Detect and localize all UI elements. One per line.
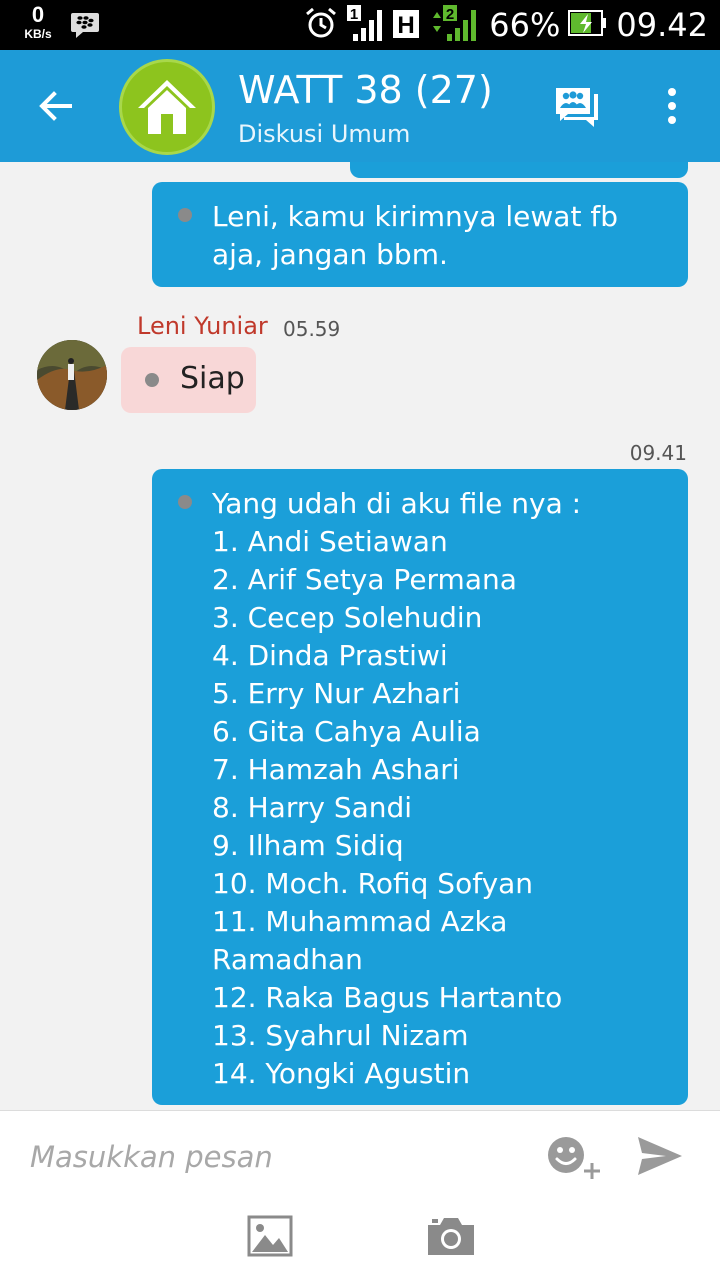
group-title[interactable]: WATT 38 (27) xyxy=(238,68,493,112)
group-avatar[interactable] xyxy=(119,59,215,155)
bbm-notification-icon xyxy=(70,11,100,44)
message-list[interactable] xyxy=(0,162,720,1110)
back-button[interactable] xyxy=(36,86,76,126)
image-icon xyxy=(247,1215,293,1257)
message-input[interactable] xyxy=(30,1129,530,1185)
camera-icon xyxy=(426,1215,476,1257)
home-icon xyxy=(136,76,198,138)
emoticon-button[interactable] xyxy=(546,1133,604,1183)
battery-percent: 66% xyxy=(489,6,561,44)
sim2-label: 2 xyxy=(446,5,455,23)
message-time: 09.41 xyxy=(629,441,687,465)
sim1-signal-icon xyxy=(347,4,385,47)
message-time: 05.59 xyxy=(283,317,341,341)
previous-message-bubble xyxy=(350,162,688,178)
message-status-dot xyxy=(178,495,192,509)
send-button[interactable] xyxy=(636,1135,684,1177)
add-emoticon-icon xyxy=(546,1133,604,1183)
status-bar xyxy=(0,0,720,50)
network-type-icon xyxy=(393,6,423,45)
back-arrow-icon xyxy=(36,86,76,126)
incoming-message-bubble[interactable] xyxy=(121,347,256,413)
sender-name[interactable]: Leni Yuniar xyxy=(137,312,268,340)
network-type-label: H xyxy=(397,11,415,39)
battery-charging-icon xyxy=(568,9,608,42)
sim2-signal-icon xyxy=(431,4,481,47)
message-status-dot xyxy=(145,373,159,387)
alarm-icon xyxy=(303,5,339,46)
outgoing-message-bubble[interactable] xyxy=(152,469,688,1105)
network-speed-value: 0 xyxy=(31,2,45,27)
chat-header xyxy=(0,50,720,162)
clock: 09.42 xyxy=(616,6,708,44)
network-speed xyxy=(18,4,58,40)
group-members-button[interactable] xyxy=(554,84,600,128)
more-options-button[interactable] xyxy=(662,84,682,128)
camera-button[interactable] xyxy=(426,1215,476,1257)
send-icon xyxy=(636,1135,684,1177)
sim1-label: 1 xyxy=(350,5,359,23)
network-speed-unit: KB/s xyxy=(24,27,52,41)
message-text: Siap xyxy=(180,361,245,396)
sender-avatar[interactable] xyxy=(37,340,107,410)
message-text: Yang udah di aku file nya : 1. Andi Setiawan 2. Arif Setya Permana 3. Cecep Solehudin 4. Dinda Prastiwi 5. Erry Nur Azhari 6. Gita Cahya Aulia 7. Hamzah Ashari 8. Harry Sandi 9. Ilham Sidiq 10. Moch. Rofiq Sofyan 11. Muhammad Azka Ramadhan 12. Raka Bagus Hartanto 13. Syahrul Nizam 14. Yongki Agustin xyxy=(212,487,582,1090)
message-text: Leni, kamu kirimnya lewat fb aja, jangan bbm. xyxy=(212,200,618,271)
group-members-icon xyxy=(554,84,600,128)
more-vert-icon xyxy=(662,84,682,128)
message-composer xyxy=(0,1110,720,1280)
outgoing-message-bubble[interactable] xyxy=(152,182,688,287)
message-status-dot xyxy=(178,208,192,222)
gallery-button[interactable] xyxy=(247,1215,293,1257)
group-subtitle: Diskusi Umum xyxy=(238,120,411,148)
